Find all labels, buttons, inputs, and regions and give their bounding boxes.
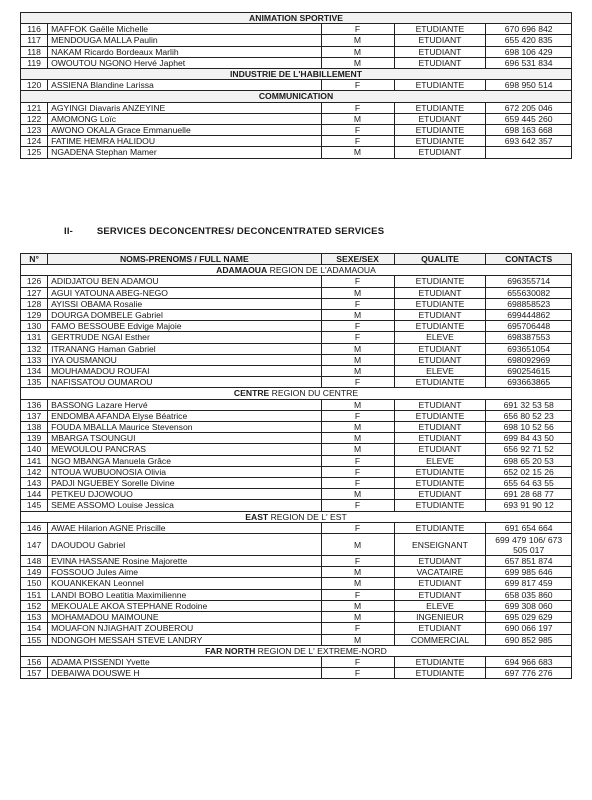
row-contact: 699 84 43 50: [486, 433, 572, 444]
region-header-row: [21, 388, 572, 399]
row-qualite: ETUDIANTE: [394, 24, 486, 35]
header-number: N°: [21, 254, 48, 265]
table-row: [21, 489, 572, 500]
table-row: [21, 668, 572, 679]
table-row: [21, 102, 572, 113]
row-name: GERTRUDE NGAI Esther: [48, 332, 321, 343]
row-contact: 695 029 629: [486, 612, 572, 623]
row-contact: 698 106 429: [486, 46, 572, 57]
row-contact: 693663865: [486, 377, 572, 388]
table-row: [21, 433, 572, 444]
row-number: 126: [21, 276, 48, 287]
row-sex: F: [321, 321, 394, 332]
row-qualite: ETUDIANT: [394, 57, 486, 68]
row-contact: 699 985 646: [486, 567, 572, 578]
row-contact: 691 32 53 58: [486, 399, 572, 410]
deconcentrated-services-table: [20, 253, 572, 679]
row-sex: M: [321, 433, 394, 444]
row-number: 141: [21, 455, 48, 466]
row-contact: 691 654 664: [486, 522, 572, 533]
region-title: [21, 645, 572, 656]
table-row: [21, 80, 572, 91]
row-contact: 699 817 459: [486, 578, 572, 589]
row-contact: 655 420 835: [486, 35, 572, 46]
section-title: SERVICES DECONCENTRES/ DECONCENTRATED SERVICES: [96, 226, 385, 237]
row-name: ADIDJATOU BEN ADAMOU: [48, 276, 321, 287]
row-contact: 693651054: [486, 343, 572, 354]
row-contact: 691 28 68 77: [486, 489, 572, 500]
row-contact: 655630082: [486, 287, 572, 298]
table-row: [21, 366, 572, 377]
row-qualite: ETUDIANTE: [394, 500, 486, 511]
row-number: 148: [21, 556, 48, 567]
row-sex: M: [321, 46, 394, 57]
row-contact: 697 776 276: [486, 668, 572, 679]
row-sex: F: [321, 623, 394, 634]
row-name: ASSIENA Blandine Larissa: [48, 80, 321, 91]
row-contact: 670 696 842: [486, 24, 572, 35]
row-sex: M: [321, 310, 394, 321]
row-qualite: ETUDIANT: [394, 35, 486, 46]
row-contact: 658 035 860: [486, 589, 572, 600]
row-sex: F: [321, 410, 394, 421]
row-number: 152: [21, 600, 48, 611]
row-qualite: ETUDIANT: [394, 287, 486, 298]
row-qualite: ETUDIANTE: [394, 102, 486, 113]
row-contact: 698 10 52 56: [486, 422, 572, 433]
row-qualite: ETUDIANTE: [394, 522, 486, 533]
row-contact: 652 02 15 26: [486, 466, 572, 477]
row-sex: M: [321, 489, 394, 500]
row-name: MAFFOK Gaëlle Michelle: [48, 24, 321, 35]
table-header-row: [21, 254, 572, 265]
table-row: [21, 522, 572, 533]
region-name-bold: EAST: [245, 511, 269, 522]
group-header-row: [21, 13, 572, 24]
row-qualite: ETUDIANTE: [394, 377, 486, 388]
row-number: 137: [21, 410, 48, 421]
section-heading: [64, 226, 384, 237]
row-qualite: ETUDIANTE: [394, 656, 486, 667]
row-number: 128: [21, 298, 48, 309]
row-name: ENDOMBA AFANDA Elyse Béatrice: [48, 410, 321, 421]
row-number: 134: [21, 366, 48, 377]
group-title: ANIMATION SPORTIVE: [21, 13, 572, 24]
row-name: NAKAM Ricardo Bordeaux Marlih: [48, 46, 321, 57]
row-number: 154: [21, 623, 48, 634]
row-number: 131: [21, 332, 48, 343]
deconcentrated-services-body: [21, 265, 572, 679]
region-name-bold: CENTRE: [233, 388, 270, 399]
continuation-table-body: [21, 13, 572, 159]
table-row: [21, 125, 572, 136]
row-name: MBARGA TSOUNGUI: [48, 433, 321, 444]
row-name: NGADENA Stephan Mamer: [48, 147, 321, 158]
row-name: LANDI BOBO Leatitia Maximilienne: [48, 589, 321, 600]
row-qualite: ETUDIANT: [394, 623, 486, 634]
table-row: [21, 321, 572, 332]
table-row: [21, 500, 572, 511]
row-number: 145: [21, 500, 48, 511]
row-sex: F: [321, 668, 394, 679]
row-name: MOHAMADOU MAIMOUNE: [48, 612, 321, 623]
row-number: 129: [21, 310, 48, 321]
row-qualite: ETUDIANTE: [394, 276, 486, 287]
row-qualite: ETUDIANTE: [394, 478, 486, 489]
row-number: 150: [21, 578, 48, 589]
table-row: [21, 422, 572, 433]
table-row: [21, 399, 572, 410]
row-contact: 699 308 060: [486, 600, 572, 611]
row-qualite: ETUDIANT: [394, 422, 486, 433]
row-qualite: ETUDIANTE: [394, 410, 486, 421]
row-number: 119: [21, 57, 48, 68]
row-sex: F: [321, 466, 394, 477]
table-row: [21, 600, 572, 611]
row-contact: 659 445 260: [486, 113, 572, 124]
row-sex: M: [321, 287, 394, 298]
row-sex: M: [321, 354, 394, 365]
row-contact: 699 479 106/ 673 505 017: [486, 534, 572, 556]
row-sex: M: [321, 612, 394, 623]
row-name: ITRANANG Haman Gabriel: [48, 343, 321, 354]
table-row: [21, 455, 572, 466]
row-sex: F: [321, 656, 394, 667]
group-title: COMMUNICATION: [21, 91, 572, 102]
row-name: AWAE Hilarion AGNE Priscille: [48, 522, 321, 533]
row-qualite: ETUDIANTE: [394, 321, 486, 332]
row-number: 127: [21, 287, 48, 298]
row-name: AMOMONG Loïc: [48, 113, 321, 124]
row-name: MEWOULOU PANCRAS: [48, 444, 321, 455]
row-contact: 656 80 52 23: [486, 410, 572, 421]
row-sex: F: [321, 136, 394, 147]
table-row: [21, 466, 572, 477]
row-contact: 655 64 63 55: [486, 478, 572, 489]
row-sex: F: [321, 298, 394, 309]
row-sex: F: [321, 500, 394, 511]
region-title: [21, 511, 572, 522]
row-name: AWONO OKALA Grace Emmanuelle: [48, 125, 321, 136]
table-row: [21, 656, 572, 667]
table-row: [21, 113, 572, 124]
row-qualite: ETUDIANT: [394, 399, 486, 410]
row-number: 156: [21, 656, 48, 667]
row-number: 139: [21, 433, 48, 444]
table-row: [21, 589, 572, 600]
row-sex: F: [321, 102, 394, 113]
row-sex: F: [321, 478, 394, 489]
row-contact: 698 950 514: [486, 80, 572, 91]
row-contact: 699444862: [486, 310, 572, 321]
row-name: EVINA HASSANE Rosine Majorette: [48, 556, 321, 567]
row-contact: 696 531 834: [486, 57, 572, 68]
row-qualite: ETUDIANTE: [394, 136, 486, 147]
row-qualite: ETUDIANTE: [394, 298, 486, 309]
row-sex: F: [321, 332, 394, 343]
row-contact: 656 92 71 52: [486, 444, 572, 455]
row-number: 122: [21, 113, 48, 124]
header-sex: SEXE/SEX: [321, 254, 394, 265]
row-qualite: COMMERCIAL: [394, 634, 486, 645]
row-contact: 698092969: [486, 354, 572, 365]
row-sex: M: [321, 534, 394, 556]
region-header-row: [21, 645, 572, 656]
row-name: MOUAFON NJIAGHAIT ZOUBEROU: [48, 623, 321, 634]
row-number: 144: [21, 489, 48, 500]
row-number: 138: [21, 422, 48, 433]
row-qualite: INGENIEUR: [394, 612, 486, 623]
row-name: NGO MBANGA Manuela Grâce: [48, 455, 321, 466]
row-sex: F: [321, 125, 394, 136]
row-name: DEBAIWA DOUSWE H: [48, 668, 321, 679]
row-sex: F: [321, 24, 394, 35]
row-name: DOURGA DOMBELE Gabriel: [48, 310, 321, 321]
table-row: [21, 298, 572, 309]
row-name: MENDOUGA MALLA Paulin: [48, 35, 321, 46]
header-qualite: QUALITE: [394, 254, 486, 265]
row-qualite: ETUDIANT: [394, 343, 486, 354]
row-name: BASSONG Lazare Hervé: [48, 399, 321, 410]
row-name: FOSSOUO Jules Aime: [48, 567, 321, 578]
row-name: NDONGOH MESSAH STEVE LANDRY: [48, 634, 321, 645]
row-contact: 698 163 668: [486, 125, 572, 136]
row-qualite: VACATAIRE: [394, 567, 486, 578]
row-sex: M: [321, 600, 394, 611]
region-name-bold: ADAMAOUA: [216, 265, 268, 276]
row-qualite: ETUDIANT: [394, 46, 486, 57]
row-number: 130: [21, 321, 48, 332]
row-sex: M: [321, 366, 394, 377]
continuation-table: [20, 12, 572, 159]
row-number: 140: [21, 444, 48, 455]
row-qualite: ELEVE: [394, 332, 486, 343]
row-name: KOUANKEKAN Leonnel: [48, 578, 321, 589]
row-contact: 698387553: [486, 332, 572, 343]
group-header-row: [21, 69, 572, 80]
row-number: 135: [21, 377, 48, 388]
table-row: [21, 612, 572, 623]
table-row: [21, 634, 572, 645]
row-number: 147: [21, 534, 48, 556]
row-qualite: ETUDIANT: [394, 113, 486, 124]
row-name: FOUDA MBALLA Maurice Stevenson: [48, 422, 321, 433]
region-name-rest: REGION DU CENTRE: [269, 388, 359, 399]
row-number: 132: [21, 343, 48, 354]
row-name: DAOUDOU Gabriel: [48, 534, 321, 556]
row-qualite: ETUDIANTE: [394, 668, 486, 679]
table-row: [21, 354, 572, 365]
row-qualite: ETUDIANT: [394, 310, 486, 321]
row-number: 157: [21, 668, 48, 679]
row-qualite: ETUDIANT: [394, 354, 486, 365]
row-number: 146: [21, 522, 48, 533]
row-name: AYISSI OBAMA Rosalie: [48, 298, 321, 309]
row-contact: 695706448: [486, 321, 572, 332]
row-sex: M: [321, 578, 394, 589]
row-name: OWOUTOU NGONO Hervé Japhet: [48, 57, 321, 68]
row-contact: 698 65 20 53: [486, 455, 572, 466]
header-contacts: CONTACTS: [486, 254, 572, 265]
region-name-rest: REGION DE L' EXTREME-NORD: [255, 645, 387, 656]
row-sex: F: [321, 276, 394, 287]
table-row: [21, 444, 572, 455]
row-name: NAFISSATOU OUMAROU: [48, 377, 321, 388]
row-contact: 698858523: [486, 298, 572, 309]
row-number: 155: [21, 634, 48, 645]
row-name: SEME ASSOMO Louise Jessica: [48, 500, 321, 511]
row-qualite: ETUDIANTE: [394, 125, 486, 136]
group-title: INDUSTRIE DE L'HABILLEMENT: [21, 69, 572, 80]
row-name: AGYINGI Diavaris ANZEYINE: [48, 102, 321, 113]
row-qualite: ENSEIGNANT: [394, 534, 486, 556]
section-number: II-: [64, 226, 74, 237]
group-header-row: [21, 91, 572, 102]
row-qualite: ETUDIANT: [394, 578, 486, 589]
row-sex: F: [321, 80, 394, 91]
row-contact: 693 91 90 12: [486, 500, 572, 511]
row-sex: F: [321, 455, 394, 466]
table-row: [21, 332, 572, 343]
row-sex: M: [321, 444, 394, 455]
row-number: 120: [21, 80, 48, 91]
row-sex: M: [321, 113, 394, 124]
row-sex: M: [321, 422, 394, 433]
row-qualite: ELEVE: [394, 455, 486, 466]
row-name: ADAMA PISSENDI Yvette: [48, 656, 321, 667]
region-header-row: [21, 265, 572, 276]
row-sex: M: [321, 634, 394, 645]
table-row: [21, 136, 572, 147]
table-row: [21, 623, 572, 634]
row-qualite: ELEVE: [394, 366, 486, 377]
row-sex: M: [321, 399, 394, 410]
row-number: 123: [21, 125, 48, 136]
row-number: 151: [21, 589, 48, 600]
row-contact: 693 642 357: [486, 136, 572, 147]
row-name: PETKEU DJOWOUO: [48, 489, 321, 500]
row-qualite: ETUDIANT: [394, 589, 486, 600]
row-number: 124: [21, 136, 48, 147]
row-contact: 690254615: [486, 366, 572, 377]
table-row: [21, 287, 572, 298]
row-sex: M: [321, 57, 394, 68]
table-row: [21, 377, 572, 388]
row-qualite: ETUDIANT: [394, 147, 486, 158]
region-name-rest: REGION DE L'ADAMAOUA: [267, 265, 376, 276]
row-qualite: ETUDIANT: [394, 433, 486, 444]
row-contact: 690 066 197: [486, 623, 572, 634]
row-number: 143: [21, 478, 48, 489]
table-row: [21, 57, 572, 68]
row-number: 149: [21, 567, 48, 578]
row-name: FATIME HEMRA HALIDOU: [48, 136, 321, 147]
row-qualite: ELEVE: [394, 600, 486, 611]
row-contact: 672 205 046: [486, 102, 572, 113]
table-row: [21, 310, 572, 321]
row-contact: [486, 147, 572, 158]
region-name-rest: REGION DE L' EST: [268, 511, 347, 522]
table-row: [21, 343, 572, 354]
row-name: MEKOUALE AKOA STEPHANE Rodoine: [48, 600, 321, 611]
table-row: [21, 147, 572, 158]
table-row: [21, 35, 572, 46]
row-sex: F: [321, 522, 394, 533]
row-sex: F: [321, 589, 394, 600]
region-header-row: [21, 511, 572, 522]
row-name: PADJI NGUEBEY Sorelle Divine: [48, 478, 321, 489]
row-sex: M: [321, 147, 394, 158]
row-number: 118: [21, 46, 48, 57]
row-number: 116: [21, 24, 48, 35]
region-title: [21, 265, 572, 276]
table-row: [21, 567, 572, 578]
row-name: FAMO BESSOUBE Edvige Majoie: [48, 321, 321, 332]
row-qualite: ETUDIANT: [394, 444, 486, 455]
row-number: 117: [21, 35, 48, 46]
row-qualite: ETUDIANT: [394, 489, 486, 500]
region-title: [21, 388, 572, 399]
row-number: 133: [21, 354, 48, 365]
table-row: [21, 578, 572, 589]
row-sex: M: [321, 567, 394, 578]
row-qualite: ETUDIANT: [394, 556, 486, 567]
row-contact: 690 852 985: [486, 634, 572, 645]
header-name: NOMS-PRENOMS / FULL NAME: [48, 254, 321, 265]
row-sex: M: [321, 343, 394, 354]
row-contact: 657 851 874: [486, 556, 572, 567]
table-row: [21, 556, 572, 567]
region-name-bold: FAR NORTH: [205, 645, 256, 656]
row-qualite: ETUDIANTE: [394, 80, 486, 91]
table-row: [21, 276, 572, 287]
row-name: IYA OUSMANOU: [48, 354, 321, 365]
table-row: [21, 46, 572, 57]
row-name: NTOUA WUBUONOSIA Olivia: [48, 466, 321, 477]
row-sex: M: [321, 35, 394, 46]
row-contact: 694 966 683: [486, 656, 572, 667]
row-number: 136: [21, 399, 48, 410]
row-name: MOUHAMADOU ROUFAI: [48, 366, 321, 377]
row-sex: F: [321, 556, 394, 567]
row-number: 142: [21, 466, 48, 477]
table-row: [21, 24, 572, 35]
row-number: 125: [21, 147, 48, 158]
table-row: [21, 478, 572, 489]
row-contact: 696355714: [486, 276, 572, 287]
row-name: AGUI YATOUNA ABEG-NEGO: [48, 287, 321, 298]
table-row: [21, 534, 572, 556]
row-qualite: ETUDIANTE: [394, 466, 486, 477]
row-sex: F: [321, 377, 394, 388]
table-row: [21, 410, 572, 421]
row-number: 153: [21, 612, 48, 623]
row-number: 121: [21, 102, 48, 113]
